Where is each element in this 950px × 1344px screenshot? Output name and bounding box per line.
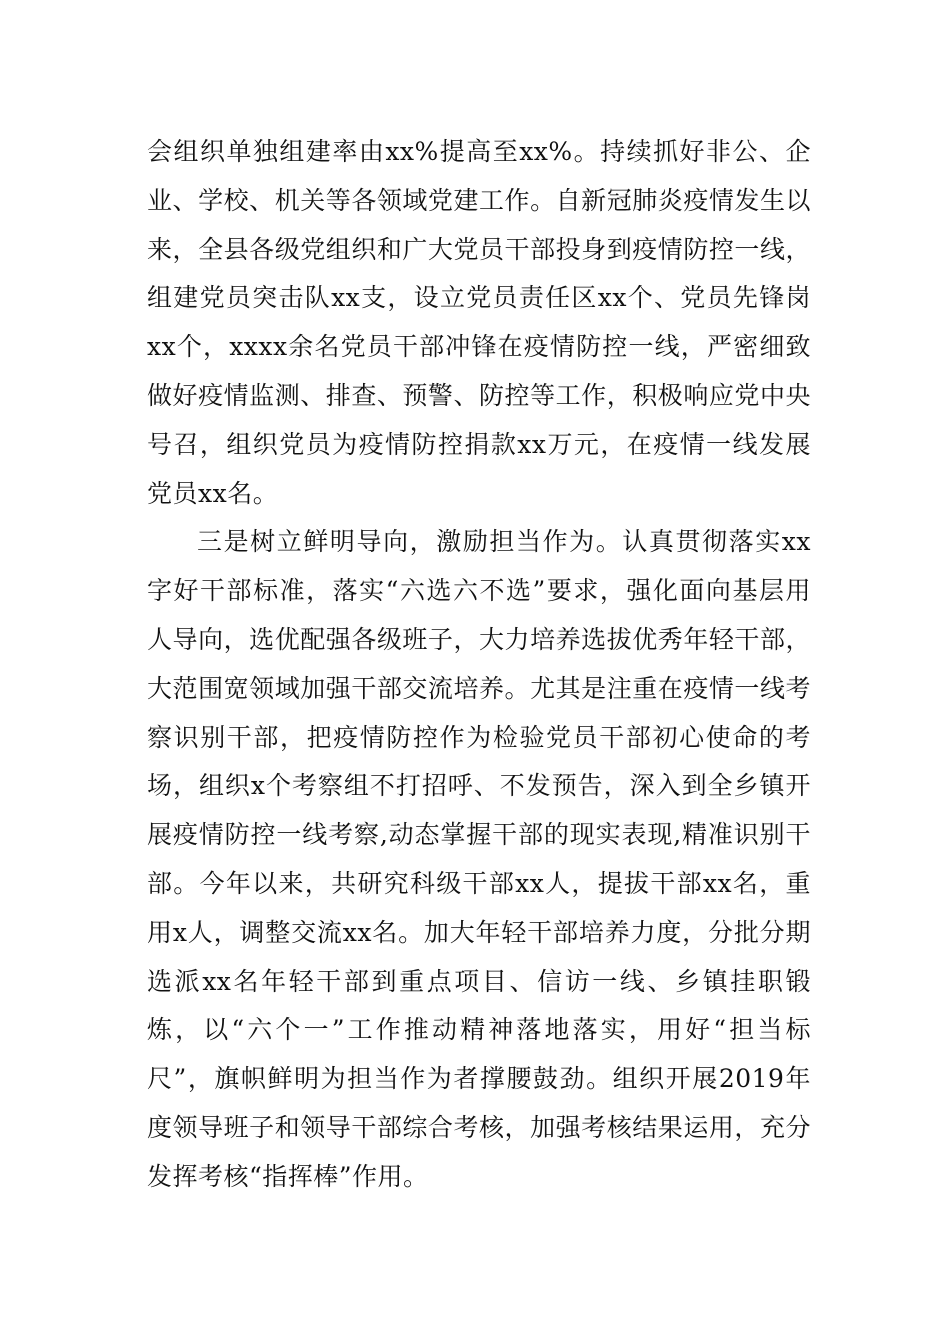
document-body xyxy=(147,128,811,1202)
paragraph-section-three: 三是树立鲜明导向，激励担当作为。认真贯彻落实xx字好干部标准，落实“六选六不选”要求，强化面向基层用人导向，选优配强各级班子，大力培养选拔优秀年轻干部，大范围宽领域加强干部交流培养。尤其是注重在疫情一线考察识别干部，把疫情防控作为检验党员干部初心使命的考场，组织x个考察组不打招呼、不发预告，深入到全乡镇开展疫情防控一线考察,动态掌握干部的现实表现,精准识别干部。今年以来，共研究科级干部xx人，提拔干部xx名，重用x人，调整交流xx名。加大年轻干部培养力度，分批分期选派xx名年轻干部到重点项目、信访一线、乡镇挂职锻炼，以“六个一”工作推动精神落地落实，用好“担当标尺”，旗帜鲜明为担当作为者撑腰鼓劲。组织开展2019年度领导班子和领导干部综合考核，加强考核结果运用，充分发挥考核“指挥棒”作用。 xyxy=(147,527,811,1191)
paragraph-continuation: 会组织单独组建率由xx%提高至xx%。持续抓好非公、企业、学校、机关等各领域党建工作。自新冠肺炎疫情发生以来，全县各级党组织和广大党员干部投身到疫情防控一线，组建党员突击队xx支，设立党员责任区xx个、党员先锋岗xx个，xxxx余名党员干部冲锋在疫情防控一线，严密细致做好疫情监测、排查、预警、防控等工作，积极响应党中央号召，组织党员为疫情防控捐款xx万元，在疫情一线发展党员xx名。 xyxy=(147,137,811,508)
